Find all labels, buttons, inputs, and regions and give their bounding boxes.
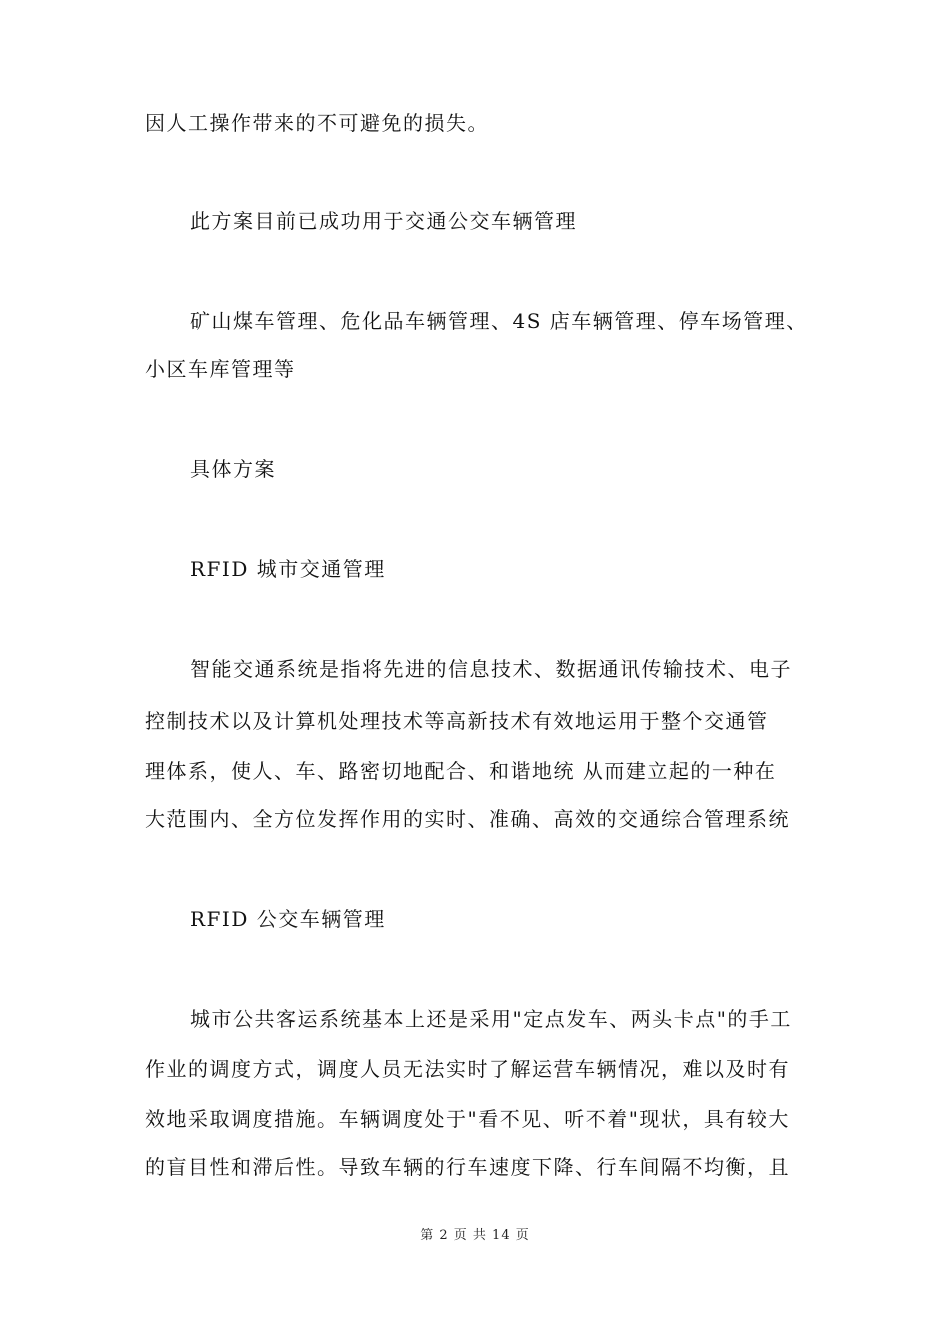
text-line: 因人工操作带来的不可避免的损失。 — [145, 111, 489, 135]
text-line: 此方案目前已成功用于交通公交车辆管理 — [190, 209, 577, 233]
section-heading: 具体方案 — [190, 457, 276, 481]
section-heading: RFID 公交车辆管理 — [190, 907, 386, 931]
text-line: 小区车库管理等 — [145, 357, 296, 381]
section-heading: RFID 城市交通管理 — [190, 557, 386, 581]
text-line: 城市公共客运系统基本上还是采用"定点发车、两头卡点"的手工 — [190, 1007, 792, 1031]
text-line: 理体系，使人、车、路密切地配合、和谐地统 从而建立起的一种在 — [145, 759, 777, 783]
text-line: 大范围内、全方位发挥作用的实时、准确、高效的交通综合管理系统 — [145, 807, 790, 831]
text-line: 控制技术以及计算机处理技术等高新技术有效地运用于整个交通管 — [145, 709, 769, 733]
text-line: 作业的调度方式，调度人员无法实时了解运营车辆情况，难以及时有 — [145, 1057, 790, 1081]
text-line: 矿山煤车管理、危化品车辆管理、4S 店车辆管理、停车场管理、 — [190, 309, 808, 333]
text-line: 智能交通系统是指将先进的信息技术、数据通讯传输技术、电子 — [190, 657, 792, 681]
text-line: 效地采取调度措施。车辆调度处于"看不见、听不着"现状，具有较大 — [145, 1107, 790, 1131]
page-footer: 第 2 页 共 14 页 — [420, 1228, 530, 1243]
text-line: 的盲目性和滞后性。导致车辆的行车速度下降、行车间隔不均衡，且 — [145, 1155, 790, 1179]
